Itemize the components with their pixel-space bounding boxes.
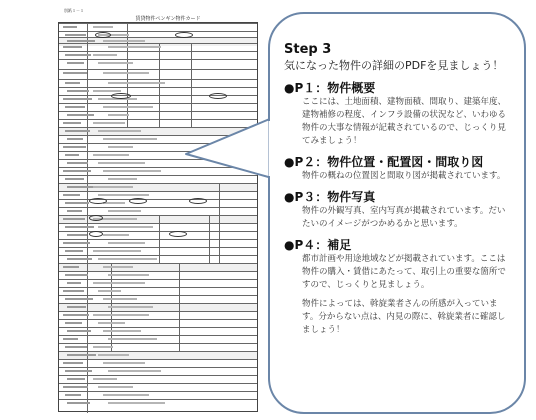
document-header: 別紙１－１	[64, 8, 84, 13]
point-p4	[284, 237, 510, 337]
point-p3	[284, 189, 510, 231]
step-lead: 気になった物件の詳細のPDFを見ましょう！	[284, 59, 504, 72]
point-p1	[284, 80, 510, 148]
point-p1-heading: ●P１：物件概要	[284, 81, 376, 95]
point-p2-body: 物件の概ねの位置図と間取り図が掲載されています。	[302, 171, 506, 181]
point-p3-body: 物件の外観写真、室内写真が掲載されています。だいたいのイメージがつかめるかと思います。	[302, 206, 506, 229]
point-p2-heading: ●P２：物件位置・配置図・間取り図	[284, 155, 484, 169]
point-p2	[284, 154, 510, 183]
step-content	[284, 42, 510, 337]
point-p1-body: ここには、土地面積、建物面積、間取り、建築年度、建物補修の程度、インフラ設備の状況など、いわゆる物件の大事な情報が記載されているので、じっくり見てみましょう！	[302, 97, 507, 146]
point-p4-body: 都市計画や用途地域などが掲載されています。ここは物件の購入・賃借にあたって、取引上の重要な箇所ですので、じっくりと見ましょう。 物件によっては、斡旋業者さんの所感が入っています。分からない点は、内見の際に、斡旋業者に確認しましょう！	[302, 254, 506, 335]
point-p4-heading: ●P４：補足	[284, 238, 352, 252]
document-title: 賃貸物件ペンギン物件カード	[135, 16, 201, 22]
point-p3-heading: ●P３：物件写真	[284, 190, 376, 204]
step-title: Step 3	[284, 42, 332, 57]
